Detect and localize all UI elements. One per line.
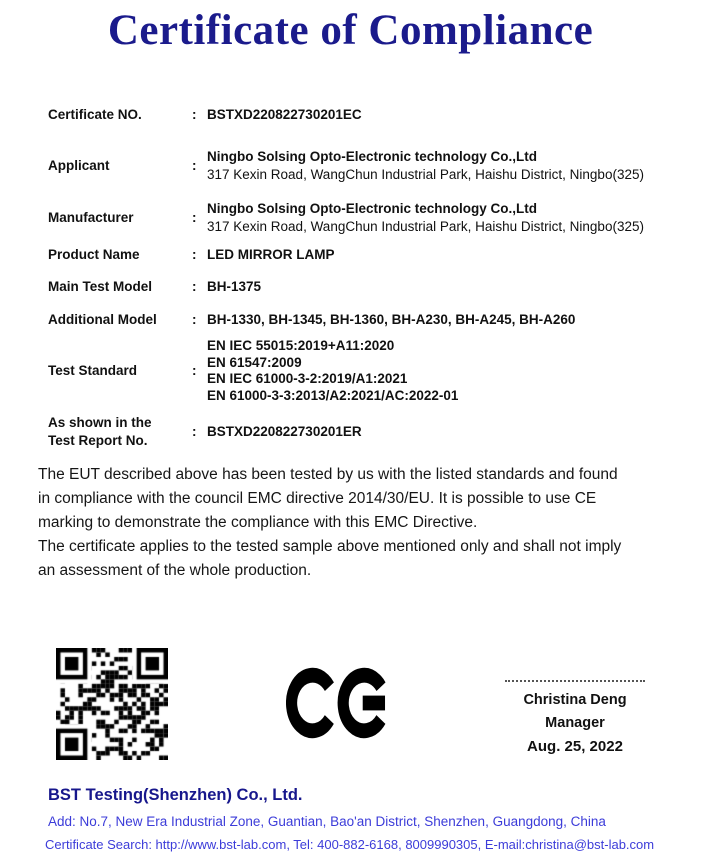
- field-label: [48, 414, 192, 450]
- field-value: LED MIRROR LAMP: [207, 247, 335, 262]
- applicant-name: Ningbo Solsing Opto-Electronic technology Co.,Ltd: [207, 149, 537, 164]
- statement-line: an assessment of the whole production.: [38, 562, 312, 579]
- footer-address: Add: No.7, New Era Industrial Zone, Guantian, Bao'an District, Shenzhen, Guangdong, China: [48, 814, 606, 829]
- field-label: Manufacturer: [48, 210, 134, 225]
- compliance-statement: [38, 463, 688, 583]
- test-standard-line: EN IEC 61000-3-2:2019/A1:2021: [207, 371, 408, 386]
- footer-contact-line: Certificate Search: http://www.bst-lab.com, Tel: 400-882-6168, 8009990305, E-mail:christina@bst-lab.com: [45, 837, 655, 852]
- signature-block: [497, 680, 653, 755]
- page-title: Certificate of Compliance: [107, 7, 594, 54]
- row-manufacturer: [48, 200, 678, 236]
- statement-line: The EUT described above has been tested by us with the listed standards and found: [38, 466, 618, 483]
- field-label: Product Name: [48, 247, 140, 262]
- row-test-standard: [48, 338, 678, 404]
- statement-line: in compliance with the council EMC directive 2014/30/EU. It is possible to use CE: [38, 490, 597, 507]
- signature-date: Aug. 25, 2022: [527, 738, 623, 755]
- row-certificate-no: [48, 106, 678, 124]
- row-product-name: [48, 246, 678, 264]
- row-additional-model: [48, 311, 678, 329]
- field-colon: :: [192, 279, 197, 294]
- applicant-address: 317 Kexin Road, WangChun Industrial Park, Haishu District, Ningbo(325): [207, 167, 644, 182]
- field-colon: :: [192, 363, 197, 378]
- signatory-name: Christina Deng: [523, 692, 627, 708]
- field-label: Additional Model: [48, 312, 157, 327]
- field-value: BH-1375: [207, 279, 262, 294]
- row-test-report-no: [48, 414, 678, 450]
- field-colon: :: [192, 312, 197, 327]
- field-value: [207, 148, 678, 184]
- field-label-line: Test Report No.: [48, 433, 148, 448]
- field-colon: :: [192, 210, 197, 225]
- field-colon: :: [192, 158, 197, 173]
- signatory-title: Manager: [545, 715, 605, 731]
- statement-line: The certificate applies to the tested sample above mentioned only and shall not imply: [38, 538, 622, 555]
- statement-line: marking to demonstrate the compliance with this EMC Directive.: [38, 514, 478, 531]
- qr-code: [56, 648, 168, 760]
- field-value: [207, 338, 678, 404]
- test-standard-line: EN 61000-3-3:2013/A2:2021/AC:2022-01: [207, 387, 459, 403]
- row-applicant: [48, 148, 678, 184]
- test-standard-line: EN 61547:2009: [207, 354, 302, 370]
- manufacturer-name: Ningbo Solsing Opto-Electronic technology Co.,Ltd: [207, 201, 537, 216]
- manufacturer-address: 317 Kexin Road, WangChun Industrial Park, Haishu District, Ningbo(325): [207, 219, 644, 234]
- field-label-line: As shown in the: [48, 415, 152, 430]
- signature-dotted-line: [505, 680, 645, 682]
- field-colon: :: [192, 107, 197, 122]
- field-value: [207, 200, 678, 236]
- ce-mark-icon: [286, 666, 392, 740]
- field-colon: :: [192, 424, 197, 439]
- row-main-test-model: [48, 278, 678, 296]
- field-label: Test Standard: [48, 363, 138, 378]
- test-standard-line: EN IEC 55015:2019+A11:2020: [207, 338, 395, 353]
- field-label: Certificate NO.: [48, 107, 142, 122]
- field-label: Applicant: [48, 158, 110, 173]
- certificate-details: [48, 106, 678, 450]
- footer-company-name: BST Testing(Shenzhen) Co., Ltd.: [48, 786, 303, 804]
- field-label: Main Test Model: [48, 279, 153, 294]
- field-value: BSTXD220822730201EC: [207, 107, 362, 122]
- field-colon: :: [192, 247, 197, 262]
- field-value: BSTXD220822730201ER: [207, 424, 362, 439]
- field-value: BH-1330, BH-1345, BH-1360, BH-A230, BH-A245, BH-A260: [207, 312, 576, 327]
